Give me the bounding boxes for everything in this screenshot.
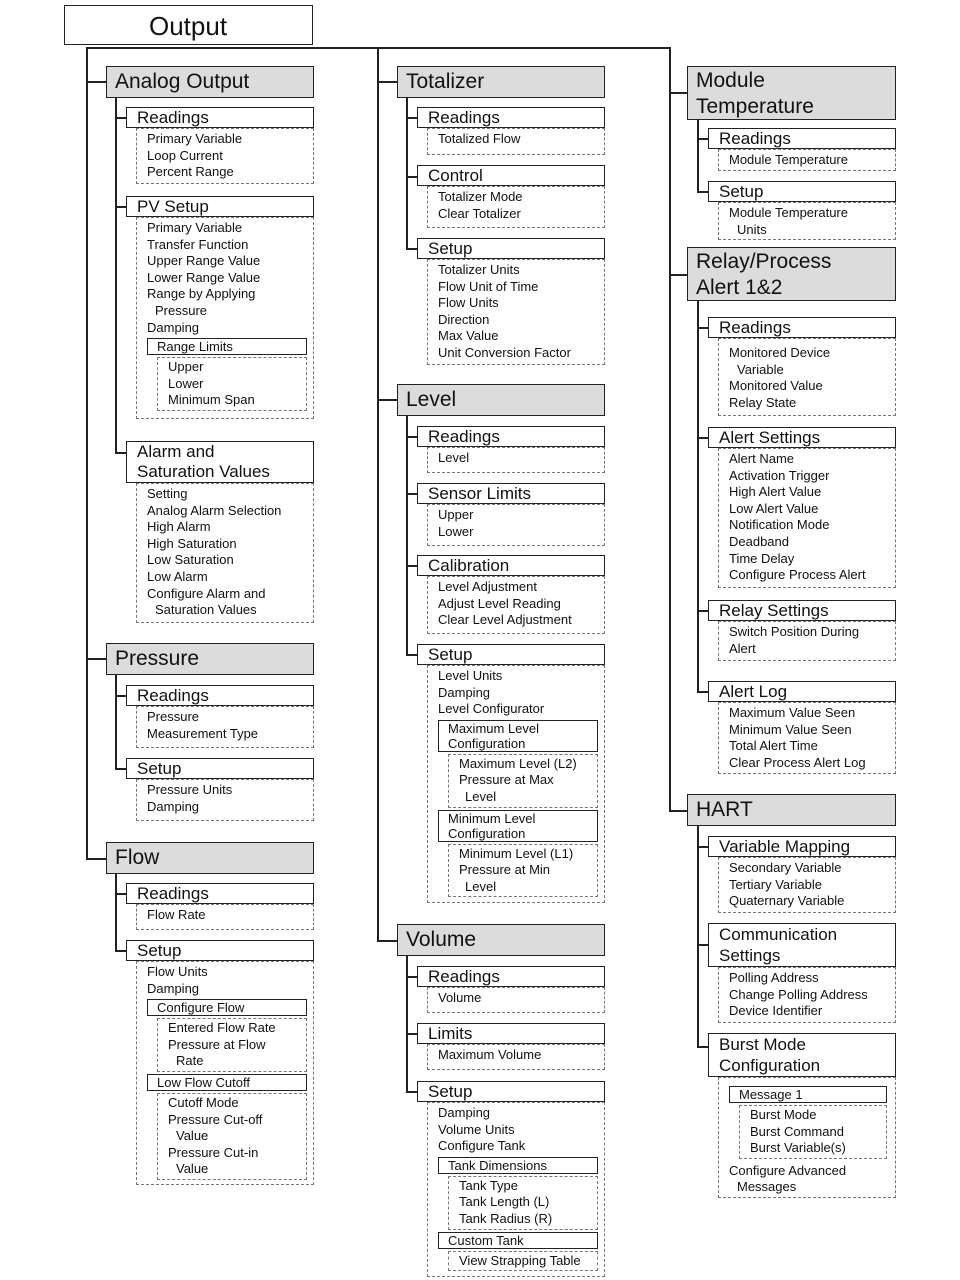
items-level-readings xyxy=(427,447,605,473)
menu-item: Transfer Function xyxy=(147,236,249,252)
sub-readings: Readings xyxy=(417,107,605,128)
group-message-1: Message 1 xyxy=(729,1086,887,1103)
sub-communication-settings: Communication Settings xyxy=(708,923,896,967)
sub-calibration: Calibration xyxy=(417,555,605,576)
menu-item: Maximum Volume xyxy=(438,1047,542,1062)
menu-item: Max Value xyxy=(438,328,499,344)
connector-line xyxy=(377,47,379,940)
section-volume: Volume xyxy=(397,924,605,956)
connector-line xyxy=(115,98,117,453)
menu-item: Low Alarm xyxy=(147,568,208,584)
menu-item: Value xyxy=(176,1161,209,1177)
menu-item: Level xyxy=(465,878,497,894)
menu-item: Saturation Values xyxy=(155,602,257,618)
items-custom-tank xyxy=(448,1251,598,1272)
connector-line xyxy=(697,120,699,191)
connector-line xyxy=(406,1091,417,1093)
sub-readings: Readings xyxy=(126,883,314,904)
menu-item: Tertiary Variable xyxy=(729,876,822,892)
menu-item: Damping xyxy=(147,798,200,814)
sub-readings: Readings xyxy=(708,317,896,338)
connector-line xyxy=(115,117,126,119)
menu-item: Level xyxy=(438,450,470,465)
group-low-flow-cutoff: Low Flow Cutoff xyxy=(147,1074,307,1091)
connector-line xyxy=(115,768,126,770)
sub-alert-log: Alert Log xyxy=(708,681,896,702)
connector-line xyxy=(86,858,106,860)
items-level-setup xyxy=(427,665,605,903)
connector-line xyxy=(697,138,708,140)
menu-item: Maximum Value Seen xyxy=(729,705,856,720)
menu-item: Lower xyxy=(438,523,474,539)
connector-line xyxy=(697,846,708,848)
sub-sensor-limits: Sensor Limits xyxy=(417,483,605,504)
connector-line xyxy=(86,658,106,660)
menu-item: Pressure xyxy=(155,302,208,318)
menu-item: Configure Tank xyxy=(438,1138,526,1154)
menu-item: Setting xyxy=(147,486,188,501)
connector-line xyxy=(697,437,708,439)
sub-setup: Setup xyxy=(126,940,314,961)
connector-line xyxy=(697,610,708,612)
items-alarm-saturation xyxy=(136,483,314,623)
menu-item: Variable xyxy=(737,361,784,377)
group-custom-tank: Custom Tank xyxy=(438,1232,598,1249)
menu-item: Adjust Level Reading xyxy=(438,595,561,611)
menu-item: Damping xyxy=(147,980,200,996)
sub-setup: Setup xyxy=(708,181,896,202)
connector-line xyxy=(377,399,397,401)
connector-line xyxy=(406,117,417,119)
menu-item: Total Alert Time xyxy=(729,738,818,754)
connector-line xyxy=(697,191,708,193)
connector-line xyxy=(697,327,708,329)
sub-readings: Readings xyxy=(708,128,896,149)
menu-item: Unit Conversion Factor xyxy=(438,344,571,360)
connector-line xyxy=(406,416,408,654)
menu-item: Upper xyxy=(168,359,204,375)
items-relay-readings xyxy=(718,338,896,416)
items-alert-log xyxy=(718,702,896,774)
connector-line xyxy=(406,565,417,567)
items-volume-setup xyxy=(427,1102,605,1277)
menu-item: Units xyxy=(737,221,767,237)
connector-line xyxy=(86,81,106,83)
connector-line xyxy=(377,940,397,942)
items-module-setup xyxy=(718,202,896,240)
menu-item: Level Units xyxy=(438,668,503,683)
menu-item: Damping xyxy=(438,1105,491,1120)
menu-item: Minimum Level (L1) xyxy=(459,845,574,861)
menu-item: Flow Units xyxy=(147,964,208,979)
menu-item: Primary Variable xyxy=(147,131,243,146)
menu-item: Alert Name xyxy=(729,451,795,466)
section-relay-process-alert: Relay/Process Alert 1&2 xyxy=(687,247,896,301)
connector-line xyxy=(697,944,708,946)
menu-item: Minimum Value Seen xyxy=(729,721,852,737)
menu-item: Quaternary Variable xyxy=(729,893,845,909)
connector-line xyxy=(115,893,126,895)
menu-item: Value xyxy=(176,1128,209,1144)
menu-item: Volume xyxy=(438,990,482,1005)
sub-pv-setup: PV Setup xyxy=(126,196,314,217)
connector-line xyxy=(406,1033,417,1035)
menu-item: Minimum Span xyxy=(168,392,255,408)
connector-line xyxy=(406,248,417,250)
connector-line xyxy=(406,436,417,438)
menu-item: Rate xyxy=(176,1053,204,1069)
menu-item: Pressure xyxy=(147,709,200,724)
menu-item: Burst Mode xyxy=(750,1107,817,1122)
menu-item: Upper xyxy=(438,507,474,522)
menu-item: Secondary Variable xyxy=(729,860,842,875)
items-communication-settings xyxy=(718,967,896,1023)
menu-item: Notification Mode xyxy=(729,517,830,533)
menu-item: Pressure at Max xyxy=(459,772,554,788)
connector-line xyxy=(115,950,126,952)
menu-item: Monitored Device xyxy=(729,345,831,360)
section-pressure: Pressure xyxy=(106,643,314,675)
items-burst-mode xyxy=(718,1077,896,1198)
items-totalizer-readings xyxy=(427,128,605,155)
sub-readings: Readings xyxy=(417,966,605,987)
menu-item: Level Adjustment xyxy=(438,579,538,594)
menu-item: Tank Type xyxy=(459,1177,519,1193)
connector-line xyxy=(406,176,417,178)
menu-item: Level Configurator xyxy=(438,701,545,717)
menu-item: Flow Units xyxy=(438,295,499,311)
sub-readings: Readings xyxy=(126,107,314,128)
menu-item: Low Saturation xyxy=(147,552,234,568)
menu-item: Clear Totalizer xyxy=(438,205,521,221)
menu-item: Device Identifier xyxy=(729,1003,823,1019)
connector-line xyxy=(669,92,687,94)
menu-item: Change Polling Address xyxy=(729,986,868,1002)
items-low-flow-cutoff xyxy=(157,1093,307,1180)
menu-item: Flow Unit of Time xyxy=(438,278,539,294)
menu-item: Monitored Value xyxy=(729,378,823,394)
menu-item: Cutoff Mode xyxy=(168,1094,239,1110)
section-module-temperature: Module Temperature xyxy=(687,66,896,120)
menu-item: Totalized Flow xyxy=(438,131,521,146)
menu-item: Burst Variable(s) xyxy=(750,1140,846,1156)
menu-item: Percent Range xyxy=(147,164,234,180)
menu-item: High Saturation xyxy=(147,535,237,551)
items-calibration xyxy=(427,576,605,634)
connector-line xyxy=(697,691,708,693)
connector-line xyxy=(115,452,126,454)
sub-readings: Readings xyxy=(417,426,605,447)
menu-item: Burst Command xyxy=(750,1123,844,1139)
menu-item: Alert xyxy=(729,640,756,656)
menu-item: Lower xyxy=(168,375,204,391)
menu-item: Switch Position During xyxy=(729,624,860,639)
connector-line xyxy=(115,874,117,950)
items-maximum-level xyxy=(448,754,598,808)
menu-item: Module Temperature xyxy=(729,152,848,167)
menu-item: Activation Trigger xyxy=(729,467,830,483)
menu-item: Pressure Cut-in xyxy=(168,1144,259,1160)
section-flow: Flow xyxy=(106,842,314,874)
menu-item: Range by Applying xyxy=(147,286,256,302)
sub-alert-settings: Alert Settings xyxy=(708,427,896,448)
menu-item: Configure Process Alert xyxy=(729,567,866,583)
connector-line xyxy=(406,976,417,978)
connector-line xyxy=(697,826,699,1046)
group-range-limits: Range Limits xyxy=(147,338,307,355)
items-alert-settings xyxy=(718,448,896,588)
menu-item: Damping xyxy=(147,319,200,335)
sub-setup: Setup xyxy=(126,758,314,779)
items-totalizer-setup xyxy=(427,259,605,365)
connector-line xyxy=(377,81,397,83)
menu-item: Damping xyxy=(438,684,491,700)
section-totalizer: Totalizer xyxy=(397,66,605,98)
menu-item: High Alert Value xyxy=(729,484,822,500)
menu-item: Totalizer Mode xyxy=(438,189,523,204)
menu-item: Volume Units xyxy=(438,1121,515,1137)
items-range-limits xyxy=(157,357,307,411)
menu-item: Relay State xyxy=(729,394,797,410)
sub-setup: Setup xyxy=(417,1081,605,1102)
menu-item: Pressure Units xyxy=(147,782,233,797)
connector-line xyxy=(697,1046,708,1048)
menu-item: Pressure at Flow xyxy=(168,1036,266,1052)
menu-item: Deadband xyxy=(729,533,789,549)
group-configure-flow: Configure Flow xyxy=(147,999,307,1016)
connector-line xyxy=(697,301,699,691)
sub-readings: Readings xyxy=(126,685,314,706)
connector-line xyxy=(406,654,417,656)
items-flow-setup xyxy=(136,961,314,1185)
items-tank-dimensions xyxy=(448,1176,598,1230)
items-pressure-setup xyxy=(136,779,314,821)
items-totalizer-control xyxy=(427,186,605,228)
items-minimum-level xyxy=(448,844,598,898)
items-analog-readings xyxy=(136,128,314,184)
menu-item: Lower Range Value xyxy=(147,269,261,285)
menu-item: Flow Rate xyxy=(147,907,206,922)
items-pv-setup xyxy=(136,217,314,419)
items-configure-flow xyxy=(157,1018,307,1072)
menu-item: Loop Current xyxy=(147,147,223,163)
section-hart: HART xyxy=(687,794,896,826)
menu-item: Messages xyxy=(737,1179,797,1195)
section-analog-output: Analog Output xyxy=(106,66,314,98)
sub-limits: Limits xyxy=(417,1023,605,1044)
menu-item: Configure Advanced xyxy=(729,1162,847,1178)
connector-line xyxy=(406,493,417,495)
menu-item: Pressure Cut-off xyxy=(168,1111,263,1127)
menu-item: Measurement Type xyxy=(147,725,259,741)
connector-line xyxy=(115,695,126,697)
items-volume-readings xyxy=(427,987,605,1013)
menu-item: Primary Variable xyxy=(147,220,243,235)
menu-item: Tank Length (L) xyxy=(459,1194,550,1210)
sub-control: Control xyxy=(417,165,605,186)
sub-setup: Setup xyxy=(417,238,605,259)
menu-item: Upper Range Value xyxy=(147,253,261,269)
items-relay-settings xyxy=(718,621,896,661)
items-message-1 xyxy=(739,1105,887,1159)
sub-relay-settings: Relay Settings xyxy=(708,600,896,621)
section-level: Level xyxy=(397,384,605,416)
sub-variable-mapping: Variable Mapping xyxy=(708,836,896,857)
connector-line xyxy=(406,98,408,248)
sub-burst-mode-configuration: Burst Mode Configuration xyxy=(708,1033,896,1077)
menu-item: View Strapping Table xyxy=(459,1252,581,1268)
items-volume-limits xyxy=(427,1044,605,1070)
menu-item: Module Temperature xyxy=(729,205,848,220)
connector-line xyxy=(669,810,687,812)
connector-line xyxy=(86,47,88,859)
group-tank-dimensions: Tank Dimensions xyxy=(438,1157,598,1174)
menu-item: Time Delay xyxy=(729,550,795,566)
items-pressure-readings xyxy=(136,706,314,748)
connector-line xyxy=(115,675,117,768)
menu-item: Direction xyxy=(438,311,490,327)
connector-line xyxy=(669,47,671,810)
root-output-box: Output xyxy=(64,5,313,45)
group-maximum-level: Maximum Level Configuration xyxy=(438,720,598,752)
items-variable-mapping xyxy=(718,857,896,913)
connector-line xyxy=(669,274,687,276)
connector-line xyxy=(115,206,126,208)
menu-item: Clear Level Adjustment xyxy=(438,612,572,628)
menu-item: Clear Process Alert Log xyxy=(729,754,866,770)
menu-item: Tank Radius (R) xyxy=(459,1210,553,1226)
sub-alarm-saturation: Alarm and Saturation Values xyxy=(126,441,314,483)
menu-item: Pressure at Min xyxy=(459,862,551,878)
group-minimum-level: Minimum Level Configuration xyxy=(438,810,598,842)
menu-item: Totalizer Units xyxy=(438,262,520,277)
menu-item: Entered Flow Rate xyxy=(168,1020,276,1036)
sub-setup: Setup xyxy=(417,644,605,665)
items-module-readings xyxy=(718,149,896,171)
menu-item: Analog Alarm Selection xyxy=(147,502,282,518)
menu-item: Low Alert Value xyxy=(729,500,819,516)
menu-item: Level xyxy=(465,788,497,804)
items-sensor-limits xyxy=(427,504,605,546)
menu-item: High Alarm xyxy=(147,519,211,535)
menu-item: Configure Alarm and xyxy=(147,585,266,601)
menu-item: Maximum Level (L2) xyxy=(459,755,577,771)
items-flow-readings xyxy=(136,904,314,930)
menu-item: Polling Address xyxy=(729,970,819,985)
